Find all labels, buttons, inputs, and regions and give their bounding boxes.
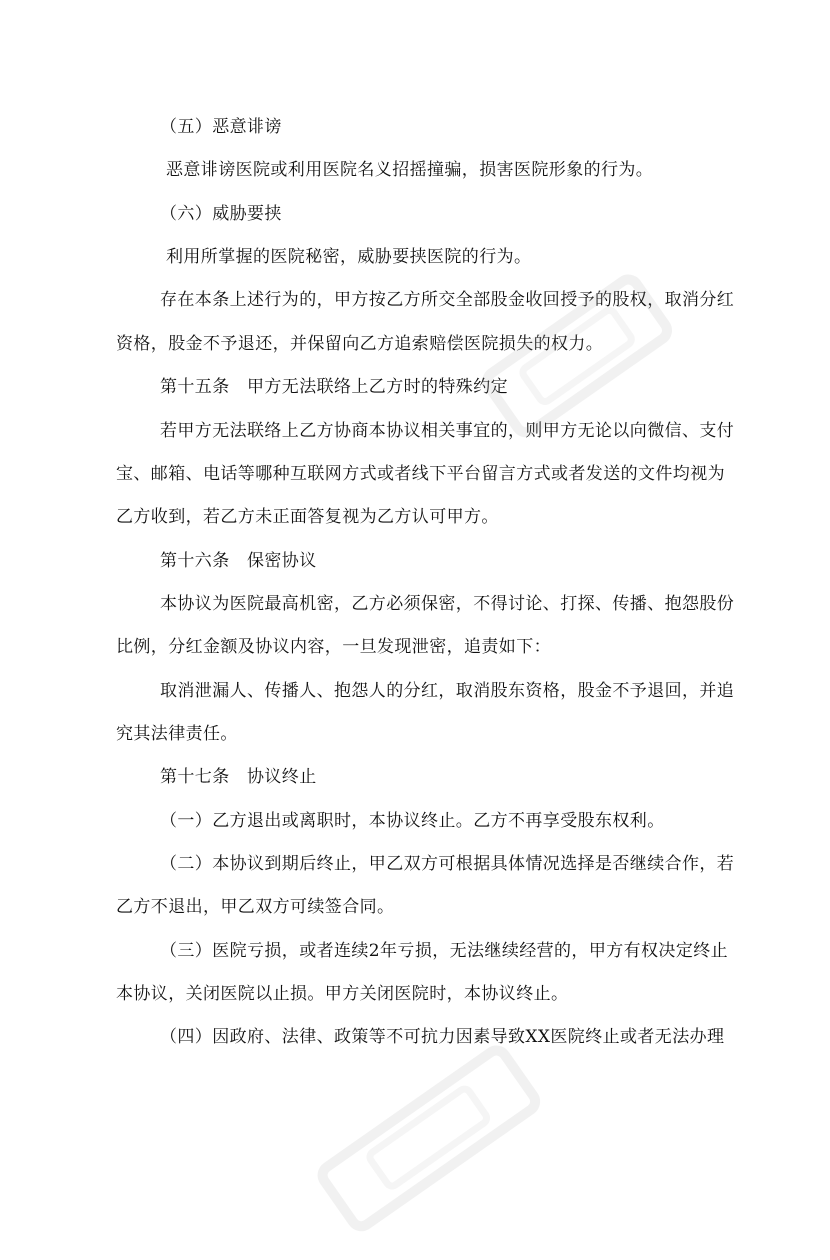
paragraph-line: 乙方收到，若乙方未正面答复视为乙方认可甲方。 <box>116 507 499 527</box>
paragraph-line: 本协议，关闭医院以止损。甲方关闭医院时，本协议终止。 <box>116 984 569 1004</box>
paragraph-line: 存在本条上述行为的，甲方按乙方所交全部股金收回授予的股权，取消分红 <box>160 290 735 310</box>
paragraph-line: 若甲方无法联络上乙方协商本协议相关事宜的，则甲方无论以向微信、支付 <box>160 421 735 441</box>
paragraph-line: 恶意诽谤医院或利用医院名义招摇撞骗，损害医院形象的行为。 <box>166 160 654 180</box>
paragraph-line: 比例，分红金额及协议内容，一旦发现泄密，追责如下： <box>116 637 551 657</box>
article-16-heading: 第十六条 保密协议 <box>160 551 317 571</box>
paragraph-line: 本协议为医院最高机密，乙方必须保密，不得讨论、打探、传播、抱怨股份 <box>160 594 735 614</box>
paragraph-line: 乙方不退出，甲乙双方可续签合同。 <box>116 897 395 917</box>
article-15-heading: 第十五条 甲方无法联络上乙方时的特殊约定 <box>160 377 508 397</box>
paragraph-line: 宝、邮箱、电话等哪种互联网方式或者线下平台留言方式或者发送的文件均视为 <box>116 464 725 484</box>
paragraph-line: 取消泄漏人、传播人、抱怨人的分红，取消股东资格，股金不予退回，并追 <box>160 681 735 701</box>
paragraph-line: （一）乙方退出或离职时，本协议终止。乙方不再享受股东权利。 <box>160 811 665 831</box>
paragraph-line: （三）医院亏损，或者连续2年亏损，无法继续经营的，甲方有权决定终止 <box>160 941 729 961</box>
section-heading-five: （五）恶意诽谤 <box>160 117 282 137</box>
paragraph-line: （四）因政府、法律、政策等不可抗力因素导致XX医院终止或者无法办理 <box>160 1027 725 1047</box>
paragraph-line: 利用所掌握的医院秘密，威胁要挟医院的行为。 <box>166 247 532 267</box>
paragraph-line: （二）本协议到期后终止，甲乙双方可根据具体情况选择是否继续合作，若 <box>160 854 735 874</box>
watermark-graphic <box>292 1020 568 1259</box>
paragraph-line: 究其法律责任。 <box>116 724 238 744</box>
section-heading-six: （六）威胁要挟 <box>160 204 282 224</box>
article-17-heading: 第十七条 协议终止 <box>160 767 317 787</box>
paragraph-line: 资格，股金不予退还，并保留向乙方追索赔偿医院损失的权力。 <box>116 334 604 354</box>
